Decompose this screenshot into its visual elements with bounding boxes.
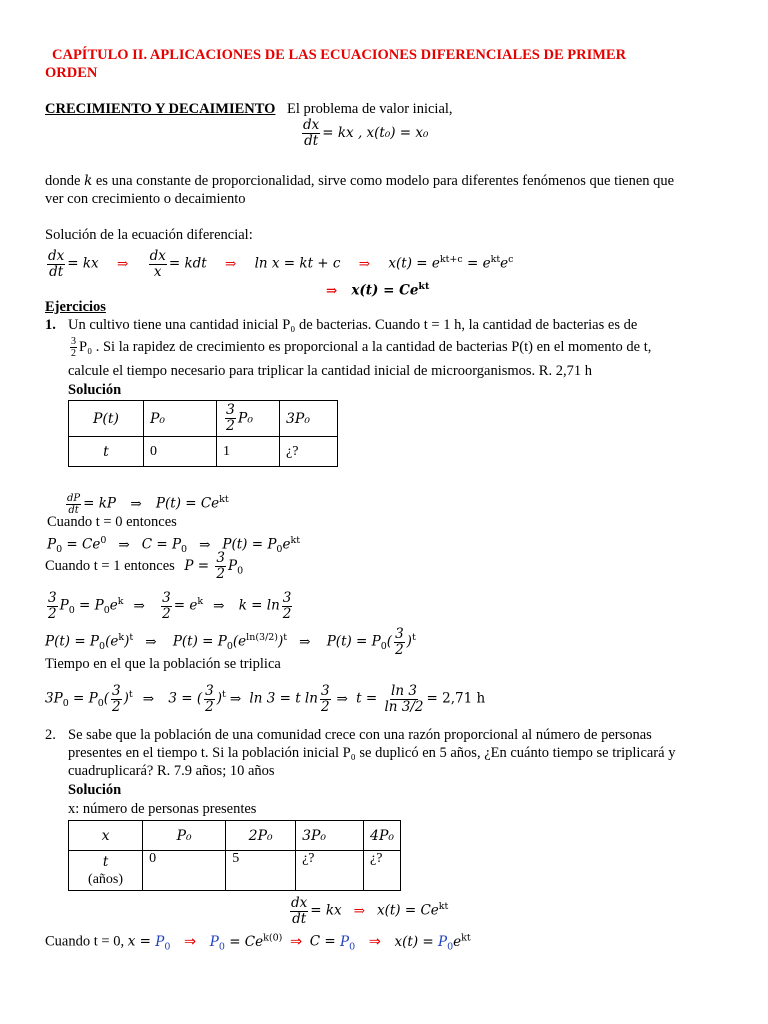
ex1-when-t0: Cuando t = 0 entonces (47, 514, 177, 530)
table-cell: P₀ (144, 401, 217, 437)
table-cell: 0 (144, 437, 217, 467)
table-cell: x (69, 821, 143, 851)
ex2-when-row: Cuando t = 0, $x = P_0$ ⇒ $P_0 = Ce^{k(0)}$ ⇒ $C = P_0$ ⇒ $x(t) = P_0e^{kt}$ (45, 932, 471, 953)
ex1-when-t1-row: Cuando t = 1 entonces P = $\frac{3}{2}$ $P_0$ (45, 550, 244, 582)
ex2-line3: cuadruplicará? R. 7.9 años; 10 años (68, 763, 275, 779)
ex2-ode: $\frac{dx}{dt}$ = kx ⇒ $x(t) = Ce^{kt}$ (291, 894, 449, 927)
table-row (69, 401, 338, 437)
ex1-solution-label: Solución (68, 382, 122, 398)
table-cell: 4P₀ (364, 821, 401, 851)
solution-chain: $\frac{dx}{dt}$ = kx ⇒ $\frac{dx}{x}$ = kdt ⇒ ln x = kt + c ⇒ $x(t) = e^{kt+c} = e^{kt}e^c$ (48, 247, 514, 280)
table-row (69, 437, 338, 467)
ex2-var-def: x: número de personas presentes (68, 801, 257, 817)
ex1-line2-text: P₀ . Si la rapidez de crecimiento es proporcional a la cantidad de bacterias P(t) en el momento de t, (79, 339, 652, 355)
solution-result-text: x(t) = Ce (351, 282, 419, 299)
table-row (69, 851, 401, 891)
desc-a: donde (45, 173, 85, 189)
table-cell: 1 (217, 437, 280, 467)
ex1-number: 1. (45, 317, 56, 333)
ex1-result: = 2,71 h (426, 690, 486, 707)
table-cell: 3P₀ (296, 821, 364, 851)
ex2-t-unit: (años) (88, 871, 124, 887)
ex2-when-label: Cuando t = 0, (45, 933, 125, 950)
table-cell: 5 (226, 851, 296, 891)
ex2-line1: Se sabe que la población de una comunidad crece con una razón proporcional al número de personas (68, 727, 652, 743)
table-cell: 2P₀ (226, 821, 296, 851)
ex2-table (68, 820, 401, 891)
ex1-when-t1: Cuando t = 1 entonces (45, 558, 175, 574)
ivp-lead: El problema de valor inicial, (287, 101, 453, 117)
ex1-line1: Un cultivo tiene una cantidad inicial P₀ de bacterias. Cuando t = 1 h, la cantidad de bacterias es de (68, 317, 638, 333)
table-row (69, 821, 401, 851)
ex1-line3: calcule el tiempo necesario para triplicar la cantidad inicial de microorganismos. R. 2,71 h (68, 363, 592, 379)
ex2-number: 2. (45, 727, 56, 743)
desc-c: es una constante de proporcionalidad, sirve como modelo para diferentes fenómenos que tienen que (92, 173, 675, 189)
ex1-step-t: $3P_0 = P_0$( $\frac{3}{2}$ )$^t$ ⇒ 3 = ( $\frac{3}{2}$ )$^t$ ⇒ ln 3 = t ln $\frac{3}{2}$ ⇒ t = $\frac{\ln 3}{\ln 3/2}$ = 2,71 h (45, 682, 486, 715)
ex2-line2: presentes en el tiempo t. Si la población inicial P₀ se duplicó en 5 años, ¿En cuánto tiempo se triplicará y (68, 745, 676, 761)
intro-desc-line1 (45, 172, 674, 190)
ivp-rest: = kx , x(t₀) = x₀ (322, 125, 429, 141)
exercises-heading: Ejercicios (45, 299, 106, 315)
ex1-step-c: $P_0 = Ce^0$ ⇒ $C = P_0$ ⇒ $P(t) = P_0e^{kt}$ (47, 535, 301, 556)
desc-k: k (84, 173, 93, 189)
table-cell: ¿? (280, 437, 338, 467)
solution-label: Solución de la ecuación diferencial: (45, 227, 253, 243)
ex1-step-p: $P(t) = P_0(e^k)^t$ ⇒ $P(t) = P_0(e^{ln(3/2)})^t$ ⇒ $P(t) = P_0$( $\frac{3}{2}$ )$^t$ (45, 625, 416, 658)
section-heading: CRECIMIENTO Y DECAIMIENTO (45, 101, 276, 117)
ex1-triple-label: Tiempo en el que la población se triplica (45, 656, 281, 672)
ex1-step-k: $\frac{3}{2}$ $P_0 = P_0e^k$ ⇒ $\frac{3}{2}$ = $e^k$ ⇒ k = ln $\frac{3}{2}$ (48, 589, 292, 622)
table-cell: P₀ (143, 821, 226, 851)
solution-result: ⇒ $x(t) = Ce^{kt}$ (326, 281, 430, 299)
intro-desc-line2: ver con crecimiento o decaimiento (45, 191, 246, 207)
table-cell: P(t) (69, 401, 144, 437)
chapter-title-line2: ORDEN (45, 65, 98, 81)
ex1-table (68, 400, 338, 467)
table-cell: $\frac{3}{2}$ P₀ (217, 401, 280, 437)
table-cell (69, 851, 143, 891)
ex2-t: t (102, 853, 109, 870)
ex1-line2: $\frac{3}{2}$ P₀ . Si la rapidez de crecimiento es proporcional a la cantidad de bacterias P(t) en el momento de t, (71, 336, 652, 360)
table-cell: t (69, 437, 144, 467)
table-cell: 3P₀ (280, 401, 338, 437)
table-cell: 0 (143, 851, 226, 891)
ex2-solution-label: Solución (68, 782, 122, 798)
ex1-ode: $\frac{dP}{dt}$ = kP ⇒ $P(t) = Ce^{kt}$ (67, 492, 229, 516)
ivp-equation: $\frac{dx}{dt}$ = kx , x(t₀) = x₀ (303, 117, 429, 149)
chapter-title-line1: CAPÍTULO II. APLICACIONES DE LAS ECUACIONES DIFERENCIALES DE PRIMER (52, 47, 627, 63)
table-cell-text: P₀ (237, 410, 253, 427)
table-cell: ¿? (296, 851, 364, 891)
table-cell: ¿? (364, 851, 401, 891)
